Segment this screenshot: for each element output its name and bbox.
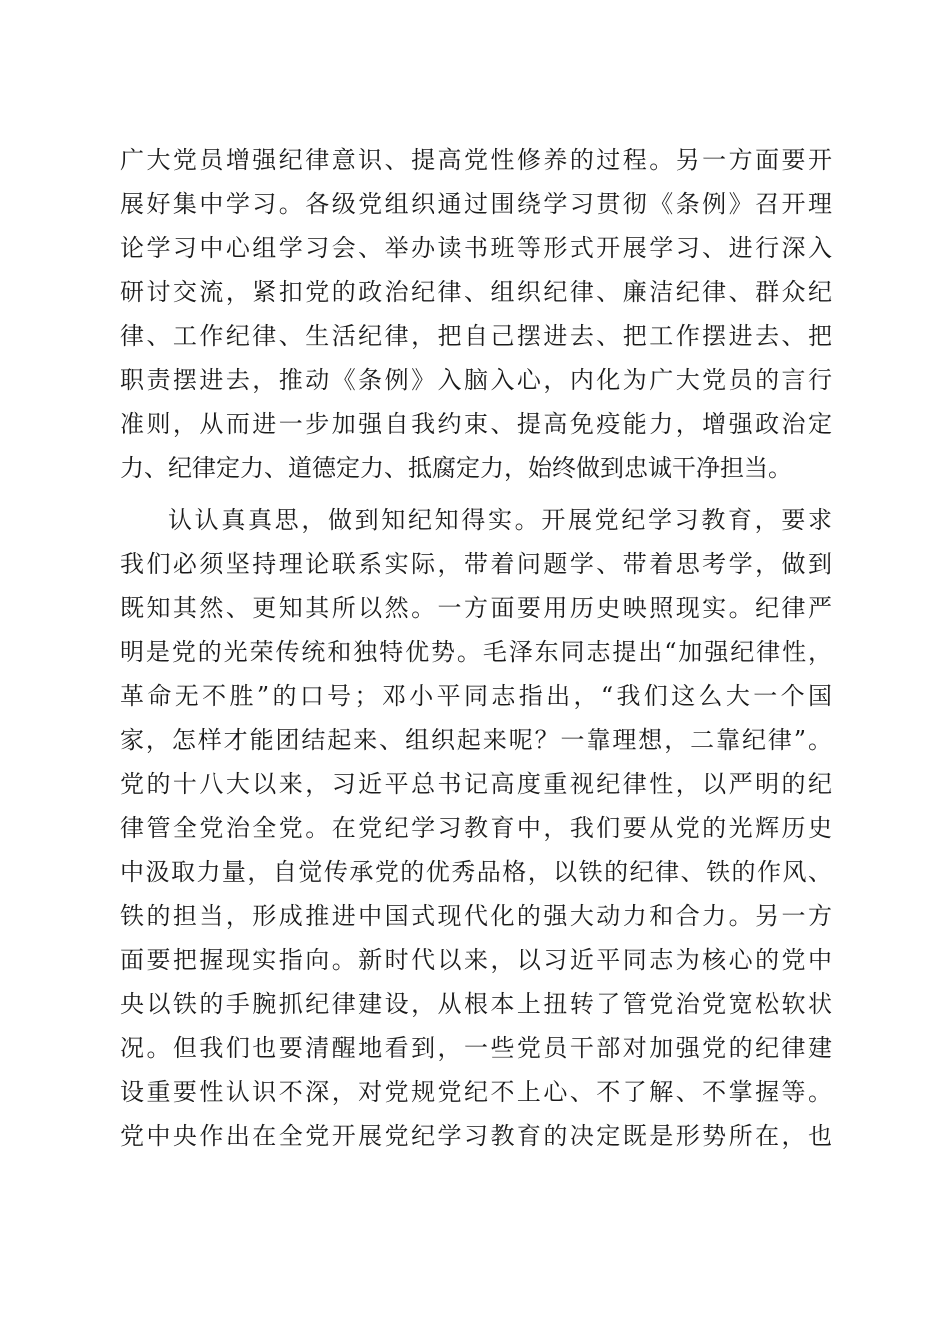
text-line: 律、工作纪律、生活纪律，把自己摆进去、把工作摆进去、把 (120, 322, 832, 350)
text-line: 论学习中心组学习会、举办读书班等形式开展学习、进行深入 (120, 234, 832, 262)
text-line: 力、纪律定力、道德定力、抵腐定力，始终做到忠诚干净担当。 (120, 454, 792, 482)
text-line: 央以铁的手腕抓纪律建设，从根本上扭转了管党治党宽松软状 (120, 990, 832, 1018)
text-line: 准则，从而进一步加强自我约束、提高免疫能力，增强政治定 (120, 410, 832, 438)
text-line: 既知其然、更知其所以然。一方面要用历史映照现实。纪律严 (120, 594, 832, 622)
text-line: 职责摆进去，推动《条例》入脑入心，内化为广大党员的言行 (120, 366, 832, 394)
text-line: 党中央作出在全党开展党纪学习教育的决定既是形势所在，也 (120, 1122, 832, 1150)
text-line: 中汲取力量，自觉传承党的优秀品格，以铁的纪律、铁的作风、 (120, 858, 832, 886)
text-line: 家，怎样才能团结起来、组织起来呢？一靠理想，二靠纪律”。 (120, 726, 832, 754)
text-line: 研讨交流，紧扣党的政治纪律、组织纪律、廉洁纪律、群众纪 (120, 278, 832, 306)
text-line: 设重要性认识不深，对党规党纪不上心、不了解、不掌握等。 (120, 1078, 832, 1106)
text-line: 党的十八大以来，习近平总书记高度重视纪律性，以严明的纪 (120, 770, 832, 798)
text-line: 明是党的光荣传统和独特优势。毛泽东同志提出“加强纪律性， (120, 638, 832, 666)
text-line: 铁的担当，形成推进中国式现代化的强大动力和合力。另一方 (120, 902, 832, 930)
text-line: 革命无不胜”的口号；邓小平同志指出，“我们这么大一个国 (120, 682, 832, 710)
text-line: 广大党员增强纪律意识、提高党性修养的过程。另一方面要开 (120, 146, 832, 174)
paragraph-first-line: 认认真真思，做到知纪知得实。开展党纪学习教育，要求 (168, 506, 832, 534)
text-line: 面要把握现实指向。新时代以来，以习近平同志为核心的党中 (120, 946, 832, 974)
text-line: 律管全党治全党。在党纪学习教育中，我们要从党的光辉历史 (120, 814, 832, 842)
text-line: 我们必须坚持理论联系实际，带着问题学、带着思考学，做到 (120, 550, 832, 578)
text-line: 展好集中学习。各级党组织通过围绕学习贯彻《条例》召开理 (120, 190, 832, 218)
text-line: 况。但我们也要清醒地看到，一些党员干部对加强党的纪律建 (120, 1034, 832, 1062)
